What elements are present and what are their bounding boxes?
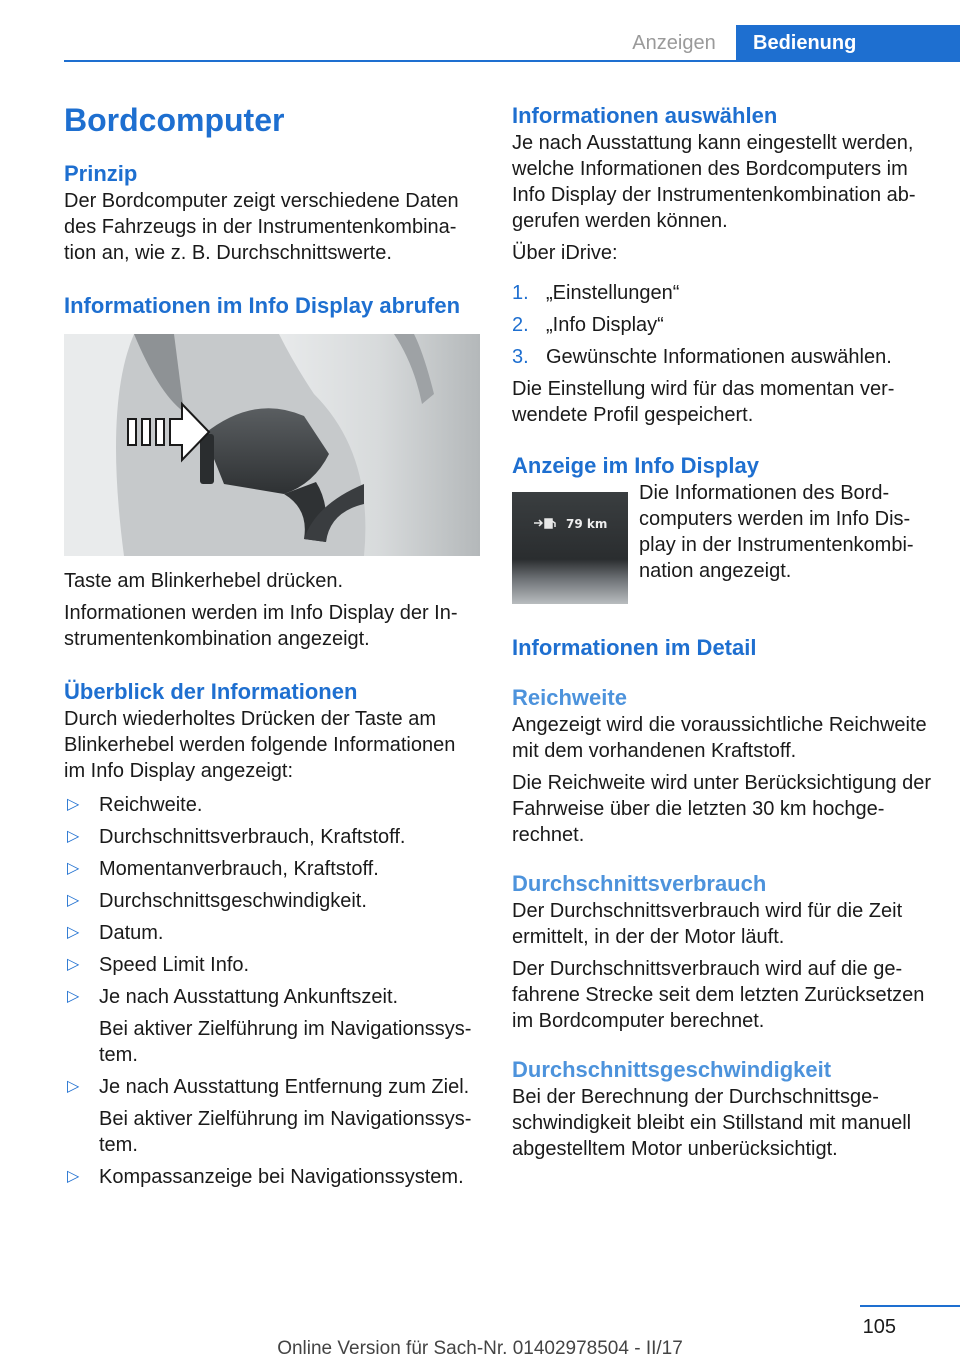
triangle-bullet-icon: ▷ (67, 956, 80, 973)
list-item: 2. „Info Display“ (512, 314, 664, 336)
right-column (512, 102, 932, 1162)
info-list (64, 792, 480, 1190)
turn-signal-lever-photo (64, 334, 480, 556)
list-item: ▷ Durchschnittsverbrauch, Kraftstoff. (67, 826, 406, 848)
triangle-bullet-icon: ▷ (67, 1168, 80, 1185)
heading-geschwindigkeit: Durchschnittsgeschwindigkeit (512, 1057, 832, 1082)
list-item: ▷ Speed Limit Info. (67, 954, 250, 976)
text-geschwindigkeit: Bei der Berechnung der Durchschnittsgeschwindigkeit bleibt ein Stillstand mit manuell abgestelltem Motor unberücksichtigt. (512, 1086, 912, 1160)
info-display-image (512, 492, 628, 604)
heading-anzeige: Anzeige im Info Display (512, 453, 759, 478)
list-item: ▷ Durchschnittsgeschwindigkeit. (67, 890, 367, 912)
list-item: 1. „Einstellungen“ (512, 282, 680, 304)
text-verbrauch-2: Der Durchschnittsverbrauch wird auf die gefahrene Strecke seit dem letzten Zurücksetzen im Bordcomputer berechnet. (512, 958, 925, 1032)
text-reichweite-2: Die Reichweite wird unter Berücksichtigung der Fahrweise über die letzten 30 km hochgerechnet. (512, 772, 932, 846)
list-item: ▷ Je nach Ausstattung Ankunftszeit. Bei aktiver Zielführung im Navigationssystem. (64, 984, 480, 1068)
fuel-range-icon (534, 519, 555, 528)
list-item: ▷ Je nach Ausstattung Entfernung zum Ziel. Bei aktiver Zielführung im Navigationssystem. (64, 1074, 480, 1158)
text-prinzip: Der Bordcomputer zeigt verschiedene Daten des Fahrzeugs in der Instrumentenkombination an, wie z. B. Durchschnittswerte. (64, 190, 459, 264)
heading-ueberblick: Überblick der Informationen (64, 679, 358, 704)
text-taste: Taste am Blinkerhebel drücken. (64, 570, 344, 592)
page-number: 105 (862, 1316, 896, 1338)
heading-prinzip: Prinzip (64, 161, 138, 186)
steps-list (512, 280, 932, 370)
text-verbrauch-1: Der Durchschnittsverbrauch wird für die Zeit ermittelt, in der der Motor läuft. (512, 900, 903, 948)
triangle-bullet-icon: ▷ (67, 796, 80, 813)
triangle-bullet-icon: ▷ (67, 988, 80, 1005)
text-ueberblick: Durch wiederholtes Drücken der Taste am Blinkerhebel werden folgende Informationen im Info Display angezeigt: (64, 708, 456, 782)
list-item-note: Bei aktiver Zielführung im Navigationssystem. (99, 1018, 472, 1066)
list-item: ▷ Kompassanzeige bei Navigationssystem. (67, 1166, 464, 1188)
heading-auswaehlen: Informationen auswählen (512, 103, 778, 128)
display-block (512, 482, 932, 634)
heading-verbrauch: Durchschnittsverbrauch (512, 871, 767, 896)
text-anzeige: Die Informationen des Bordcomputers werden im Info Display in der Instrumentenkombination angezeigt. (639, 482, 914, 582)
display-svg (512, 492, 628, 604)
triangle-bullet-icon: ▷ (67, 1078, 80, 1095)
header-tab-anzeigen[interactable]: Anzeigen (632, 32, 716, 54)
text-auswaehlen: Je nach Ausstattung kann eingestellt werden, welche Informationen des Bordcomputers im Info Display der Instrumentenkombination abgerufen werden können. (512, 132, 916, 232)
text-profil: Die Einstellung wird für das momentan verwendete Profil gespeichert. (512, 378, 895, 426)
header-rule (64, 60, 960, 62)
heading-detail: Informationen im Detail (512, 635, 757, 660)
triangle-bullet-icon: ▷ (67, 924, 80, 941)
triangle-bullet-icon: ▷ (67, 860, 80, 877)
lever-illustration (64, 334, 480, 556)
footer-text: Online Version für Sach-Nr. 01402978504 - II/17 (277, 1338, 683, 1359)
display-value: 79 km (566, 517, 608, 531)
text-idrive: Über iDrive: (512, 242, 618, 264)
list-item: ▷ Reichweite. (67, 794, 203, 816)
list-item: ▷ Datum. (67, 922, 164, 944)
heading-reichweite: Reichweite (512, 685, 627, 710)
triangle-bullet-icon: ▷ (67, 828, 80, 845)
triangle-bullet-icon: ▷ (67, 892, 80, 909)
list-item-note: Bei aktiver Zielführung im Navigationssystem. (99, 1108, 472, 1156)
text-reichweite-1: Angezeigt wird die voraussichtliche Reichweite mit dem vorhandenen Kraftstoff. (512, 714, 927, 762)
list-item: ▷ Momentanverbrauch, Kraftstoff. (67, 858, 379, 880)
left-column (64, 100, 480, 1196)
page-title: Bordcomputer (64, 102, 285, 138)
list-item: 3. Gewünschte Informationen auswählen. (512, 346, 892, 368)
footer-rule (860, 1305, 960, 1307)
header-tab-bedienung[interactable]: Bedienung (736, 25, 960, 62)
text-info-display: Informationen werden im Info Display der Instrumentenkombination angezeigt. (64, 602, 458, 650)
heading-abrufen: Informationen im Info Display abrufen (64, 293, 461, 318)
